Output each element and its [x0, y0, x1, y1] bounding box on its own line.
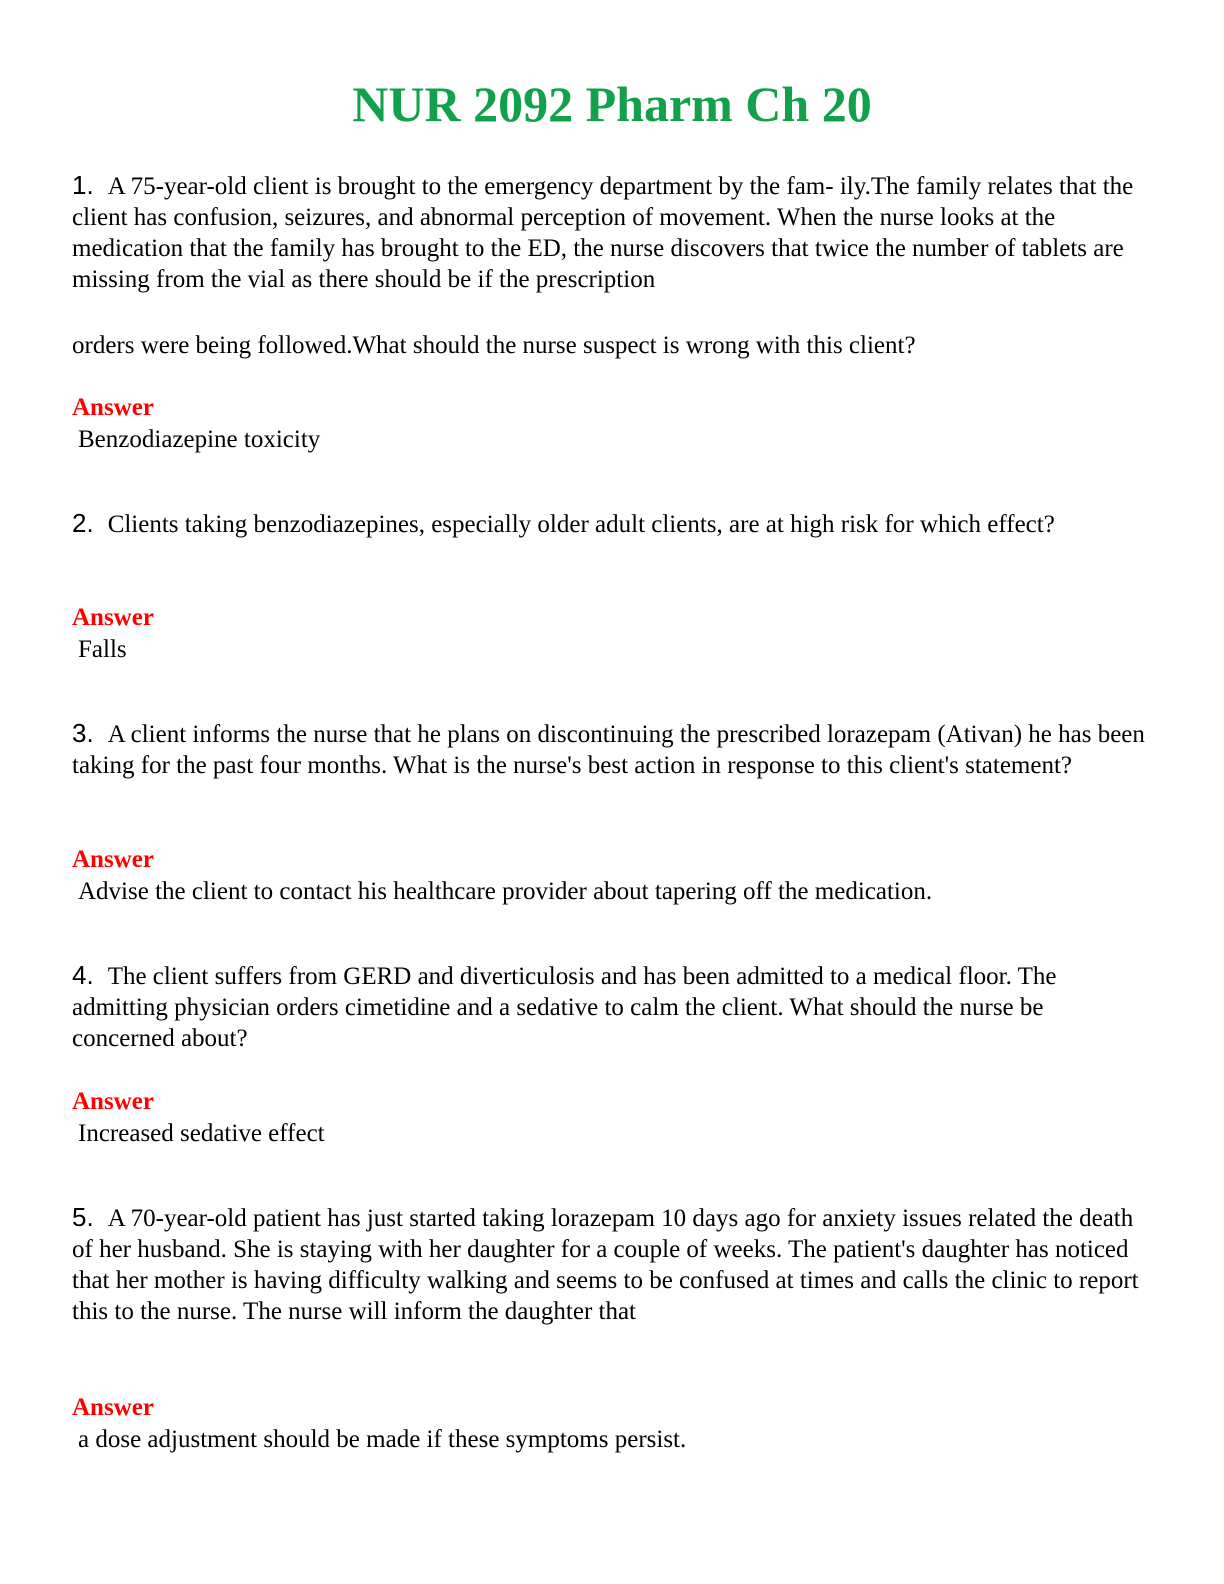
question-text: A 70-year-old patient has just started taking lorazepam 10 days ago for anxiety issues related the death of her husband. She is staying with her daughter for a couple of weeks. The patient's daughter has noticed that her mother is having difficulty walking and seems to be confused at times and calls the clinic to report this to the nurse. The nurse will inform the daughter that	[72, 1205, 1139, 1325]
question-2	[72, 508, 1152, 540]
answer-text: Advise the client to contact his healthcare provider about tapering off the medication.	[78, 878, 933, 905]
answer-text: a dose adjustment should be made if these symptoms persist.	[78, 1426, 687, 1453]
answer-text: Increased sedative effect	[78, 1120, 325, 1147]
answer-text: Falls	[78, 636, 127, 663]
document-title: NUR 2092 Pharm Ch 20	[352, 76, 872, 132]
question-text: Clients taking benzodiazepines, especially older adult clients, are at high risk for which effect?	[107, 511, 1055, 538]
question-number: 2.	[72, 508, 94, 538]
question-number: 4.	[72, 960, 94, 990]
question-number: 1.	[72, 170, 94, 200]
question-5	[72, 1202, 1152, 1327]
question-text: A 75-year-old client is brought to the emergency department by the fam- ily.The family relates that the client has confusion, seizures, and abnormal perception of movement. When the nurse looks at the medication that the family has brought to the ED, the nurse discovers that twice the number of tablets are missing from the vial as there should be if the prescription	[72, 173, 1134, 293]
question-4	[72, 960, 1152, 1054]
answer-label: Answer	[72, 394, 154, 421]
answer-label: Answer	[72, 846, 154, 873]
question-number: 5.	[72, 1202, 94, 1232]
question-text: A client informs the nurse that he plans on discontinuing the prescribed lorazepam (Ativan) he has been taking for the past four months. What is the nurse's best action in response to this client's statement?	[72, 721, 1145, 779]
question-3	[72, 718, 1152, 781]
answer-label: Answer	[72, 1394, 154, 1421]
question-text-continued: orders were being followed.What should the nurse suspect is wrong with this client?	[72, 332, 916, 359]
question-1-continued	[72, 330, 1152, 361]
answer-label: Answer	[72, 604, 154, 631]
question-1	[72, 170, 1152, 295]
answer-label: Answer	[72, 1088, 154, 1115]
answer-text: Benzodiazepine toxicity	[78, 426, 321, 453]
question-text: The client suffers from GERD and diverticulosis and has been admitted to a medical floor. The admitting physician orders cimetidine and a sedative to calm the client. What should the nurse be concerned about?	[72, 963, 1057, 1052]
question-number: 3.	[72, 718, 94, 748]
